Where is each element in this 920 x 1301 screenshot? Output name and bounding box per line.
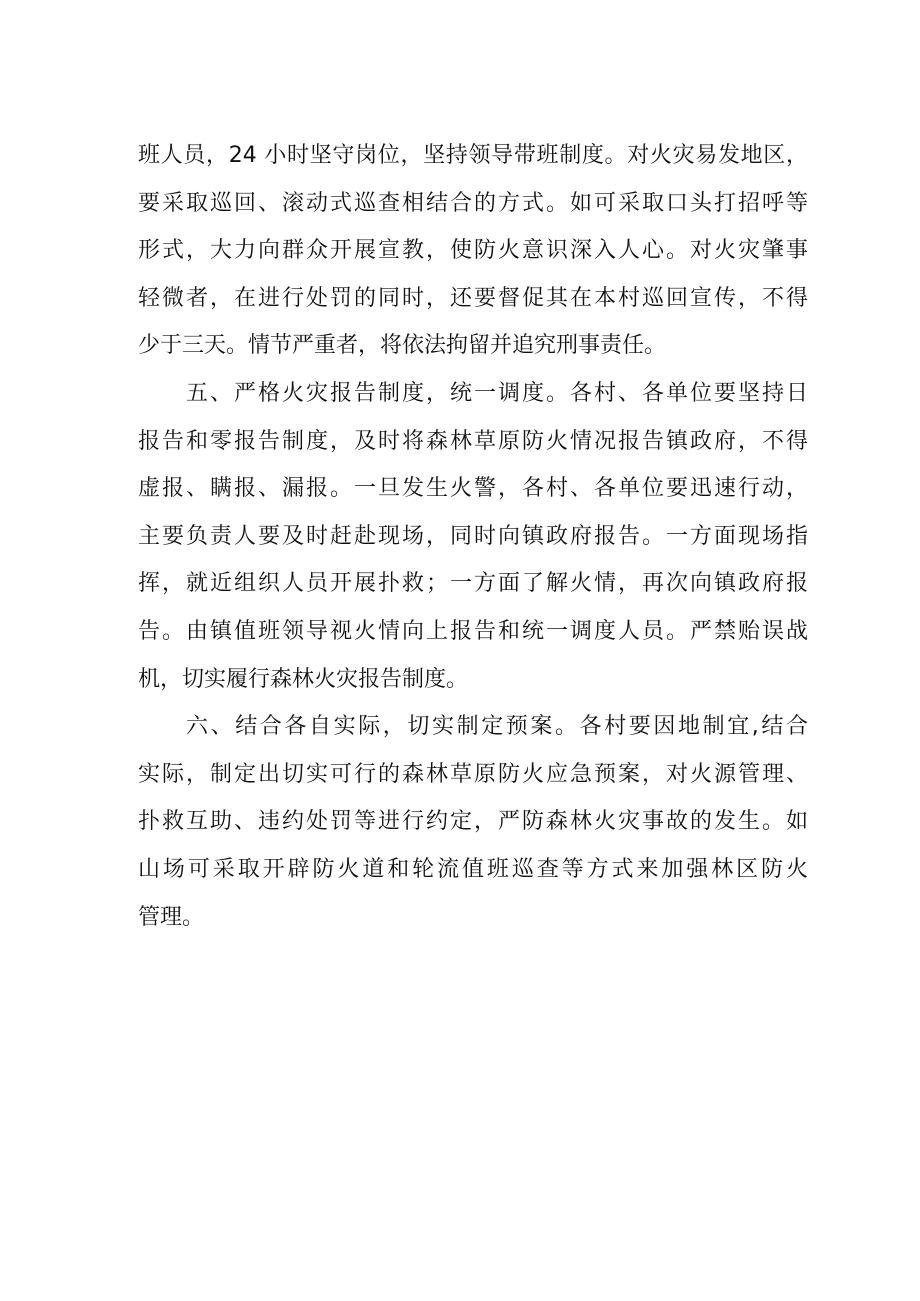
text-line: 实际，制定出切实可行的森林草原防火应急预案，对火源管理、	[138, 761, 808, 787]
text-line: 机，切实履行森林火灾报告制度。	[138, 666, 469, 692]
text-line: 轻微者，在进行处罚的同时，还要督促其在本村巡回宣传，不得	[138, 285, 808, 311]
text-line: 报告和零报告制度，及时将森林草原防火情况报告镇政府，不得	[138, 428, 808, 454]
text-line: 山场可采取开辟防火道和轮流值班巡查等方式来加强林区防火	[138, 856, 808, 882]
text-line: 挥，就近组织人员开展扑救；一方面了解火情，再次向镇政府报	[138, 571, 808, 597]
text-line: 管理。	[138, 904, 205, 930]
text-line: 主要负责人要及时赶赴现场，同时向镇政府报告。一方面现场指	[138, 523, 808, 549]
document-body	[138, 132, 808, 941]
text-line: 要采取巡回、滚动式巡查相结合的方式。如可采取口头打招呼等	[138, 190, 808, 216]
text-line: 六、结合各自实际，切实制定预案。各村要因地制宜,结合	[186, 714, 808, 740]
text-line: 扑救互助、违约处罚等进行约定，严防森林火灾事故的发生。如	[138, 809, 808, 835]
text-line: 告。由镇值班领导视火情向上报告和统一调度人员。严禁贻误战	[138, 618, 808, 644]
text-line: 班人员，24 小时坚守岗位，坚持领导带班制度。对火灾易发地区，	[138, 143, 808, 168]
text-line: 少于三天。情节严重者，将依法拘留并追究刑事责任。	[138, 333, 667, 359]
text-line: 五、严格火灾报告制度，统一调度。各村、各单位要坚持日	[186, 380, 808, 406]
text-line: 虚报、瞒报、漏报。一旦发生火警，各村、各单位要迅速行动，	[138, 476, 808, 502]
text-line: 形式，大力向群众开展宣教，使防火意识深入人心。对火灾肇事	[138, 238, 808, 264]
